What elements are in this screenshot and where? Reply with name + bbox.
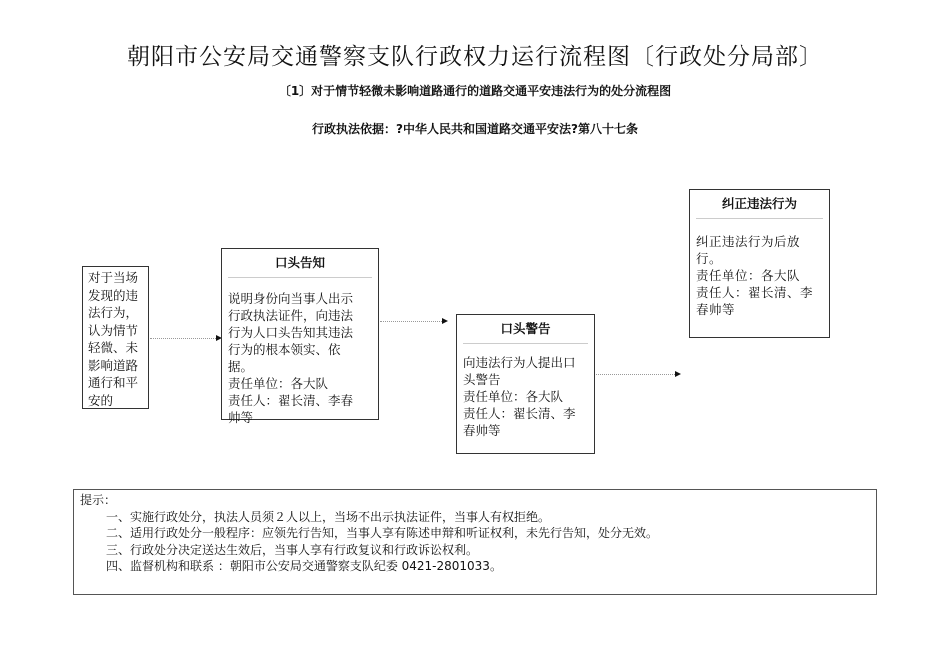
correct-violation-line: 纠正违法行为后放 [696,234,801,249]
correct-violation-line: 责任人：翟长清、李 [696,285,814,300]
start-line: 发现的违 [88,287,139,303]
oral-notice-line: 责任人：翟长清、李春 [228,393,354,408]
connector-warning-to-correct [596,374,675,375]
connector-start-to-notice [150,338,216,339]
oral-notice-line: 行政执法证件，向违法 [228,308,354,323]
oral-notice-line: 据。 [228,359,254,374]
arrow-head-icon [442,318,448,324]
correct-violation-line: 责任单位：各大队 [696,268,801,283]
oral-warning-line: 责任人：翟长清、李 [463,406,576,421]
start-line: 认为情节 [88,322,139,338]
start-line: 通行和平 [88,375,139,390]
start-line: 影响道路 [88,357,139,373]
flow-subtitle: 〔1〕对于情节轻微未影响道路通行的道路交通平安违法行为的处分流程图 [278,84,672,98]
notes-box [73,489,877,595]
note-item: 四、监督机构和联系 ：朝阳市公安局交通警察支队纪委 0421-2801033。 [106,559,502,573]
arrow-head-icon [675,371,681,377]
oral-notice-line: 说明身份向当事人出示 [228,291,354,306]
notes-heading: 提示： [80,493,117,507]
connector-notice-to-warning [380,321,442,322]
start-line: 轻微、未 [88,340,139,355]
correct-violation-line: 春帅等 [696,302,736,317]
oral-notice-title: 口头告知 [228,249,372,278]
start-line: 安的 [88,392,114,408]
note-item: 三、行政处分决定送达生效后，当事人享有行政复议和行政诉讼权利。 [106,542,479,557]
oral-notice-line: 责任单位：各大队 [228,376,329,391]
correct-violation-title: 纠正违法行为 [696,190,823,219]
correct-violation-box [689,189,830,338]
oral-warning-box [456,314,595,454]
page-title: 朝阳市公安局交通警察支队行政权力运行流程图〔行政处分局部〕 [127,44,823,70]
oral-notice-line: 行为人口头告知其违法 [228,325,354,340]
legal-basis: 行政执法依据：?中华人民共和国道路交通平安法?第八十七条 [312,122,638,136]
start-line: 法行为， [88,305,139,320]
note-item: 二、适用行政处分一般程序：应领先行告知，当事人享有陈述申辩和听证权利，未先行告知，处分无效。 [106,526,659,540]
oral-warning-line: 向违法行为人提出口 [463,355,576,370]
start-line: 对于当场 [88,270,139,285]
note-item: 一、实施行政处分，执法人员须２人以上，当场不出示执法证件，当事人有权拒绝。 [106,509,551,524]
oral-notice-line: 帅等 [228,410,254,425]
oral-warning-line: 责任单位：各大队 [463,389,564,404]
oral-warning-title: 口头警告 [463,315,588,344]
oral-warning-line: 春帅等 [463,423,501,438]
oral-notice-box [221,248,379,425]
oral-warning-line: 头警告 [463,372,501,387]
correct-violation-line: 行。 [696,251,723,266]
oral-notice-line: 行为的根本领实、依 [228,342,341,357]
start-condition-box [82,266,149,409]
